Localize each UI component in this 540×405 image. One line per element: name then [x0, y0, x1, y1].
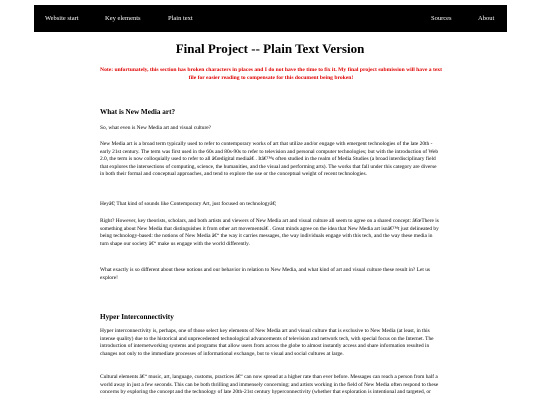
nav-about[interactable]: About [478, 15, 495, 22]
paragraph: Right? However, key theorists, scholars, and both artists and viewers of New Media art and visual culture all seem to agree on a shared concept: â€œThere is something about New Media that distinguishes it from other art movementsâ€ . Great minds agree on the idea that New Media art isnâ€™t just delineated by being technology-based: the notions of New Media â€“ the way it carries messages, the way individuals engage with this tech, and the way these media in turn shape our society â€“ make us engage with the world differently. [100, 218, 439, 247]
nav-key-elements[interactable]: Key elements [105, 15, 141, 22]
nav-plain-text[interactable]: Plain text [168, 15, 193, 22]
paragraph: What exactly is so different about these notions and our behavior in relation to New Media, and what kind of art and visual culture these result in? Let us explore! [100, 267, 430, 281]
nav-website-start[interactable]: Website start [45, 15, 79, 22]
section-heading-hyper-interconnectivity: Hyper Interconnectivity [100, 313, 174, 321]
section-heading-new-media-art: What is New Media art? [100, 108, 176, 116]
paragraph: New Media art is a broad term typically used to refer to contemporary works of art that utilize and/or engage with emergent technologies of the late 20th - early 21st century. The term was first used in the 60s and 80s-90s to refer to television and personal computer technologies; but with the introduction of Web 2.0, the term is now colloquially used to refer to all â€œdigital mediaâ€ . Itâ€™s often studied in the realm of Media Studies (a broad interdisciplinary field that explores the intersections of computing, science, the humanities, and the visual and performing arts). The works that fall under this category are diverse in both their formal and conceptual approaches, and tend to explore the use or the conceptual weight of recent technologies. [100, 141, 439, 177]
paragraph: So, what even is New Media art and visual culture? [100, 125, 212, 131]
paragraph: Heyâ€¦ That kind of sounds like Contemporary Art, just focused on technologyâ€¦ [100, 201, 277, 207]
paragraph: Cultural elements â€“ music, art, language, customs, practices â€“ can now spread at a higher rate than ever before. Messages can reach a person from half a world away in just a few seconds. This can be both thrilling and immensely concerning; and artists working in the field of New Media often respond to these concerns by exploring the concept and the technology of late 20th-21st century hyperconnectivity (whether that exploration is intentional and targeted, or [100, 374, 439, 395]
nav-sources[interactable]: Sources [431, 15, 452, 22]
broken-characters-note: Note: unfortunately, this section has broken characters in places and I do not have the time to fix it. My final project submission will have a text file for easier reading to compensate for this document being broken! [100, 67, 442, 81]
paragraph: Hyper interconnectivity is, perhaps, one of those select key elements of New Media art and visual culture that is exclusive to New Media (at least, in this intense quality) due to the historical and unprecedented technological advancements of television and network tech, with special focus on the Internet. The introduction of internetworking systems and programs that allow users from across the globe to almost instantly access and share information resulted in changes not only to the immediate processes of informational exchange, but to visual and social cultures at large. [100, 328, 434, 357]
page-title: Final Project -- Plain Text Version [175, 41, 365, 56]
top-navbar [34, 5, 507, 32]
